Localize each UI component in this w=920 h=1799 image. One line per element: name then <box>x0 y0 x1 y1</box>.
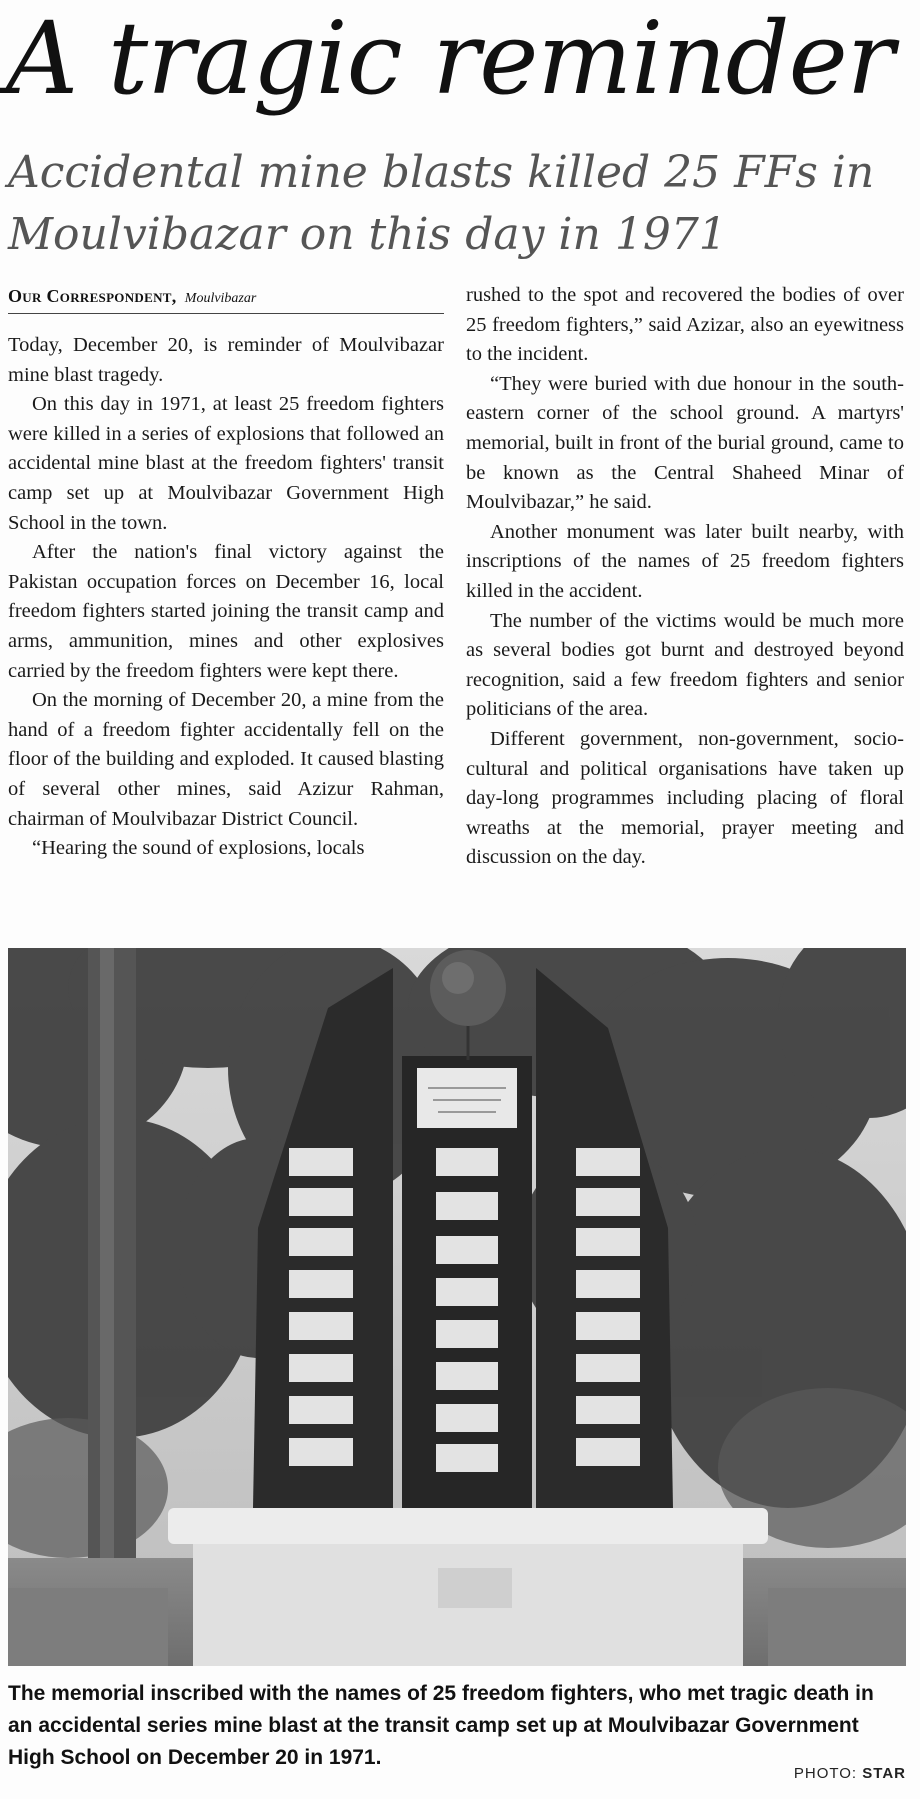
paragraph: “They were buried with due honour in the south-eastern corner of the school ground. A martyrs' memorial, built in front of the burial ground, came to be known as the Central Shaheed Minar of Moulvibazar,” he said. <box>466 372 904 514</box>
paragraph: On this day in 1971, at least 25 freedom fighters were killed in a series of explosions that followed an accidental mine blast at the freedom fighters' transit camp set up at Moulvibazar Government High School in the town. <box>8 393 444 534</box>
paragraph: The number of the victims would be much more as several bodies got burnt and destroyed beyond recognition, said a few freedom fighters and senior politicians of the area. <box>466 609 904 721</box>
byline-author: Our Correspondent, <box>8 286 177 306</box>
memorial-top-plaque <box>417 1068 517 1128</box>
article-column-right <box>466 281 904 873</box>
paragraph: Today, December 20, is reminder of Moulvibazar mine blast tragedy. <box>8 334 444 386</box>
memorial-photo <box>8 948 906 1666</box>
subheadline: Accidental mine blasts killed 25 FFs in Moulvibazar on this day in 1971 <box>8 147 875 260</box>
paragraph: After the nation's final victory against the Pakistan occupation forces on December 16, local freedom fighters started joining the transit camp and arms, ammunition, mines and other explosives carried by the freedom fighters were kept there. <box>8 541 444 682</box>
photo-credit-label: PHOTO: <box>793 1765 858 1782</box>
byline <box>8 286 444 314</box>
byline-location: Moulvibazar <box>184 291 257 306</box>
headline: A tragic reminder <box>6 0 894 117</box>
paragraph: Different government, non-government, socio-cultural and political organisations have taken up day-long programmes including placing of floral wreaths at the memorial, prayer meeting and discussion on the day. <box>466 727 904 869</box>
photo-credit-source: STAR <box>862 1765 906 1782</box>
paragraph: “Hearing the sound of explosions, locals <box>32 837 365 860</box>
paragraph: On the morning of December 20, a mine from the hand of a freedom fighter accidentally fell on the floor of the building and exploded. It caused blasting of several other mines, said Azizur Rahman, chairman of Moulvibazar District Council. <box>8 689 444 830</box>
paragraph: Another monument was later built nearby, with inscriptions of the names of 25 freedom fighters killed in the accident. <box>466 520 904 602</box>
memorial-photo-illustration <box>8 948 906 1666</box>
photo-credit <box>794 1765 906 1782</box>
memorial-base-top <box>168 1508 768 1544</box>
paragraph: rushed to the spot and recovered the bodies of over 25 freedom fighters,” said Azizar, also an eyewitness to the incident. <box>466 284 904 366</box>
photo-caption: The memorial inscribed with the names of 25 freedom fighters, who met tragic death in an accidental series mine blast at the transit camp set up at Moulvibazar Government High School on December 20 in 1971. <box>8 1682 874 1769</box>
base-plaque <box>438 1568 512 1608</box>
article-column-left <box>8 331 444 864</box>
